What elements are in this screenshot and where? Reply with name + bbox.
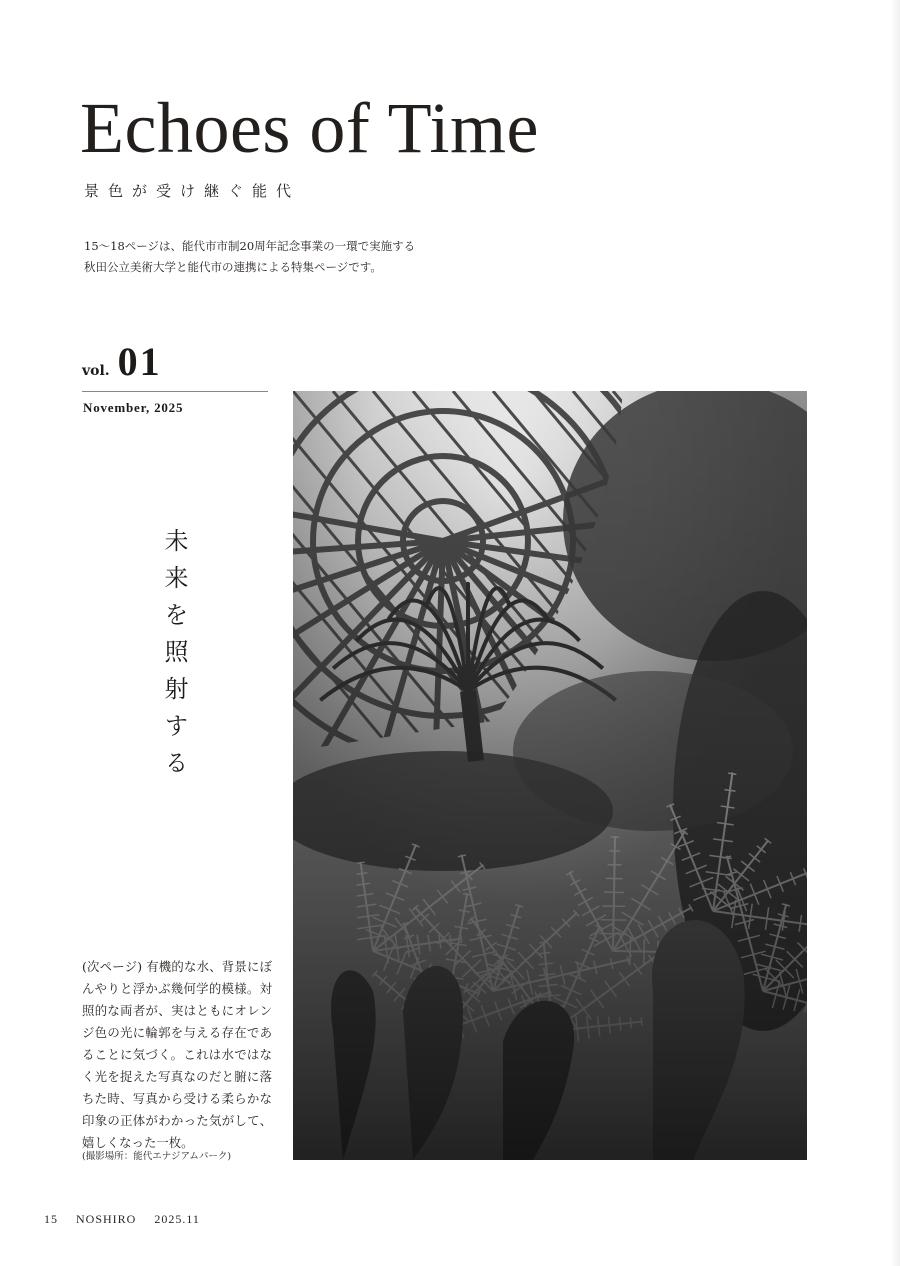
page-title: Echoes of Time bbox=[80, 88, 540, 168]
page-footer bbox=[44, 1212, 218, 1227]
page-number: 15 bbox=[44, 1212, 58, 1226]
greenhouse-photo bbox=[293, 391, 807, 1160]
photo-credit: (撮影場所：能代エナジアムパーク) bbox=[82, 1151, 232, 1162]
divider bbox=[82, 391, 268, 392]
volume-number: 01 bbox=[117, 339, 162, 384]
photo-caption: (次ページ) 有機的な水、背景にぼんやりと浮かぶ幾何学的模様。対照的な両者が、実はともにオレンジ色の光に輪郭を与える存在であることに気づく。これは水ではなく光を捉えた写真なのだと腑に落ちた時、写真から受ける柔らかな印象の正体がわかった気がして、嬉しくなった一枚。 bbox=[82, 959, 272, 1150]
page-subtitle: 景色が受け継ぐ能代 bbox=[84, 182, 301, 200]
publication-name: NOSHIRO bbox=[76, 1212, 137, 1226]
volume-label: vol. bbox=[82, 363, 110, 379]
page-edge-shadow bbox=[890, 0, 900, 1266]
vertical-heading: 未来を照射する bbox=[160, 528, 188, 787]
intro-line: 15〜18ページは、能代市市制20周年記念事業の一環で実施する bbox=[84, 239, 416, 253]
intro-line: 秋田公立美術大学と能代市の連携による特集ページです。 bbox=[84, 260, 382, 274]
intro-text bbox=[84, 236, 415, 278]
issue-date: November, 2025 bbox=[83, 400, 184, 415]
volume-heading bbox=[82, 338, 162, 385]
issue-number: 2025.11 bbox=[154, 1212, 200, 1226]
